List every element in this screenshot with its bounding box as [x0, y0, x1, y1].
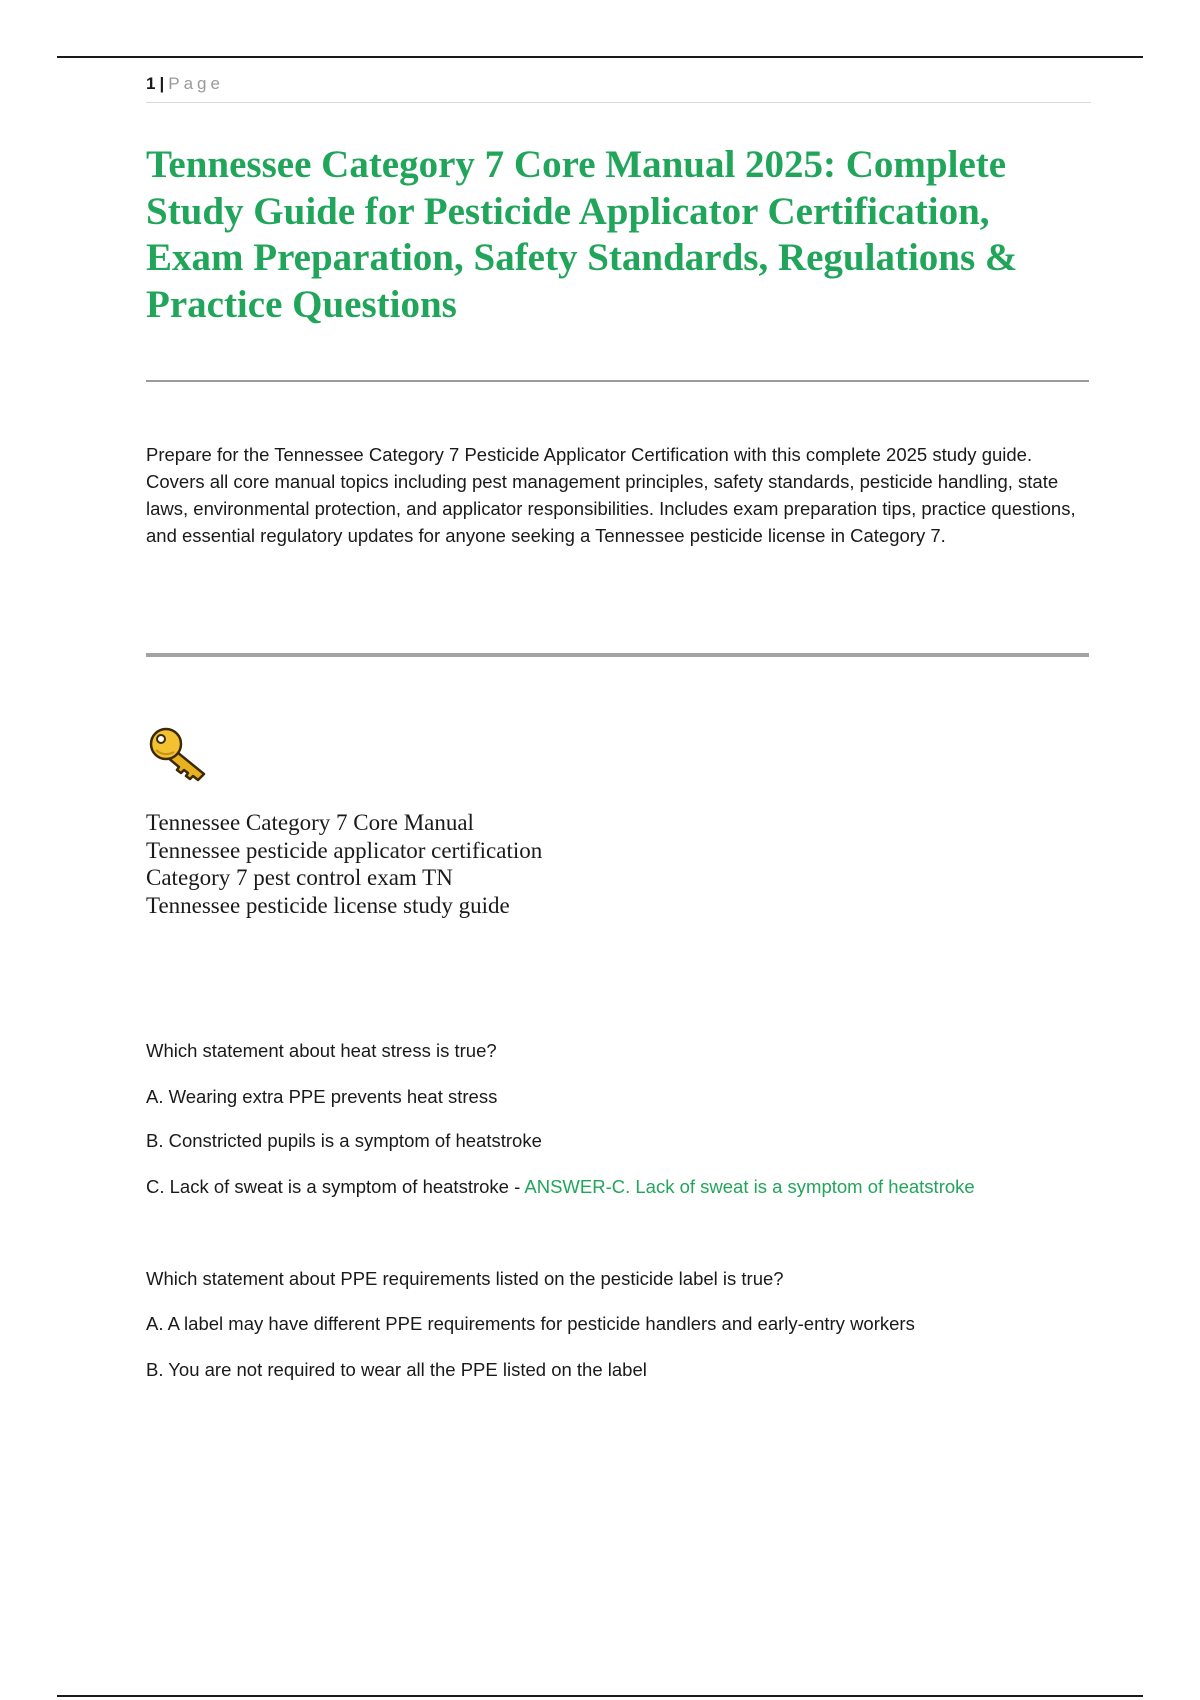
question-text: Which statement about heat stress is true?	[146, 1040, 497, 1061]
keyword-item: Tennessee pesticide license study guide	[146, 892, 510, 918]
answer-option: B. Constricted pupils is a symptom of heatstroke	[146, 1130, 542, 1151]
keyword-item: Category 7 pest control exam TN	[146, 865, 453, 890]
answer-option: A. Wearing extra PPE prevents heat stress	[146, 1086, 498, 1107]
page-separator: |	[159, 74, 165, 93]
answer-option: C. Lack of sweat is a symptom of heatstroke -	[146, 1176, 525, 1197]
answer-option: B. You are not required to wear all the PPE listed on the label	[146, 1359, 647, 1380]
page-bottom-rule	[57, 1695, 1143, 1697]
keyword-item: Tennessee Category 7 Core Manual	[146, 810, 474, 835]
divider-bottom	[146, 653, 1089, 657]
page-number: 1	[146, 74, 156, 93]
question-text: Which statement about PPE requirements listed on the pesticide label is true?	[146, 1268, 784, 1289]
answer-option: A. A label may have different PPE requirements for pesticide handlers and early-entry workers	[146, 1313, 915, 1334]
correct-answer: ANSWER-C. Lack of sweat is a symptom of heatstroke	[524, 1176, 975, 1197]
intro-paragraph: Prepare for the Tennessee Category 7 Pesticide Applicator Certification with this complete 2025 study guide. Covers all core manual topics including pest management principles, safety standards, pesticide handling, state laws, environmental protection, and applicator responsibilities. Includes exam preparation tips, practice questions, and essential regulatory updates for anyone seeking a Tennessee pesticide license in Category 7.	[146, 444, 1076, 546]
divider-top	[146, 380, 1089, 382]
keyword-list	[146, 809, 846, 919]
keyword-item: Tennessee pesticide applicator certification	[146, 837, 543, 863]
page-header	[146, 74, 1091, 103]
page-word: Page	[168, 74, 224, 93]
document-title: Tennessee Category 7 Core Manual 2025: Complete Study Guide for Pesticide Applicator Certification, Exam Preparation, Safety Standards, Regulations & Practice Questions	[146, 143, 1018, 326]
answer-option-with-key	[146, 1176, 975, 1198]
page-top-rule	[57, 56, 1143, 58]
key-icon	[146, 724, 210, 784]
